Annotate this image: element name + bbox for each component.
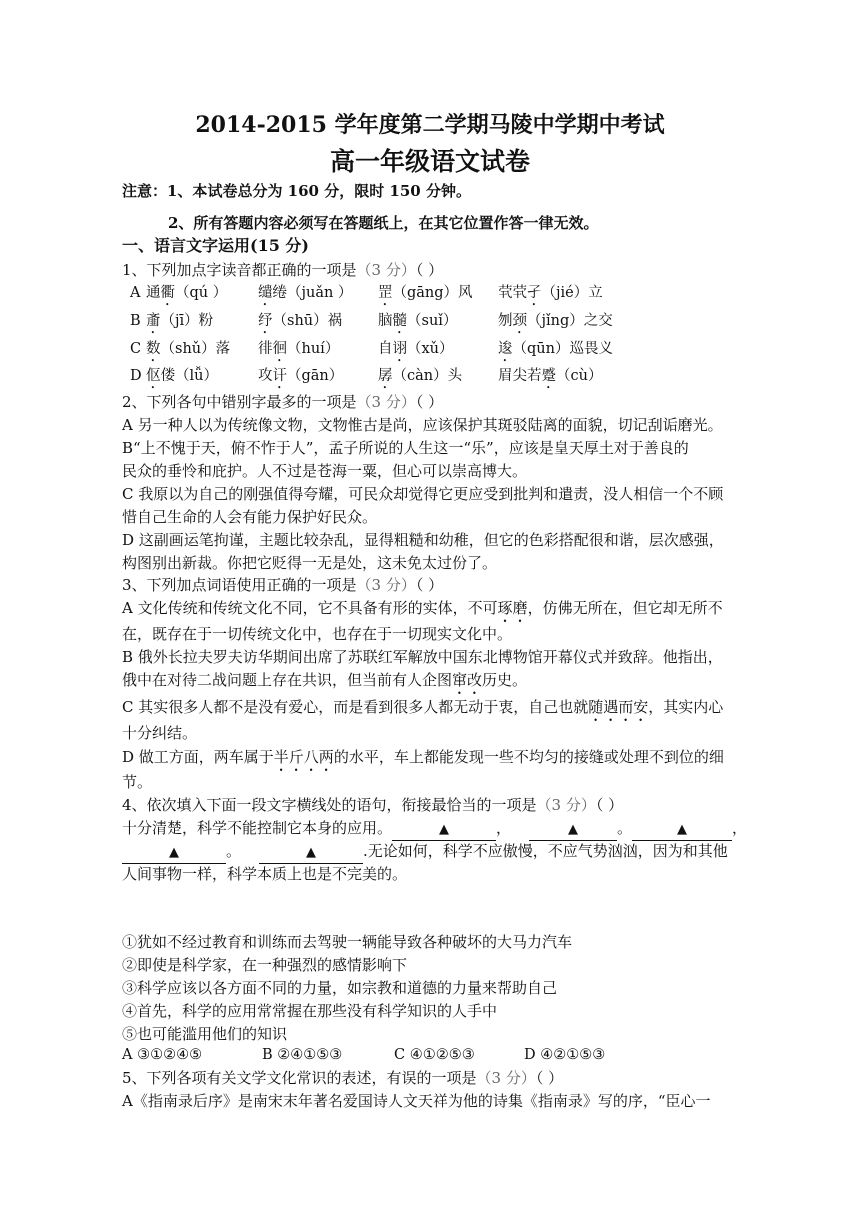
q2-score: （3 分） bbox=[356, 393, 416, 411]
text: ，仿佛无所在，但它却无所不 bbox=[527, 599, 723, 617]
text: （qú ） bbox=[175, 285, 228, 301]
dotted-char: 衢 bbox=[160, 285, 175, 301]
dotted-word: 随遇而安 bbox=[588, 698, 649, 716]
q3-option-b-line1: B 俄外长拉夫罗夫访华期间出席了苏联红军解放中国东北博物馆开幕仪式并致辞。他指出， bbox=[122, 648, 723, 666]
q3-stem bbox=[122, 575, 443, 595]
text: C 其实很多人都不是没有爱心，而是看到很多人都无动于衷，自己也就 bbox=[122, 698, 589, 716]
text: 自 bbox=[378, 341, 393, 357]
dotted-word: 琢磨 bbox=[497, 599, 528, 617]
q4-text-line1: 十分清楚，科学不能控制它本身的应用。 ▲ ， ▲ 。 ▲ ， bbox=[122, 818, 747, 841]
q2-line: 民众的垂怜和庇护。人不过是苍海一粟，但心可以崇高博大。 bbox=[122, 462, 528, 480]
text: （jī）粉 bbox=[160, 313, 214, 329]
text: ，其实内心 bbox=[648, 698, 724, 716]
q4-sentence: ④首先，科学的应用常常握在那些没有科学知识的人手中 bbox=[122, 1002, 498, 1020]
dotted-char: 齑 bbox=[146, 313, 161, 329]
dotted-char: 蹙 bbox=[541, 368, 556, 384]
q1-option-item bbox=[146, 311, 213, 337]
blank-marker: ▲ bbox=[677, 822, 688, 837]
q2-line: B“上不愧于天，俯不怍于人”，孟子所说的人生这一“乐”，应该是皇天厚土对于善良的 bbox=[122, 439, 689, 457]
text: （qūn）巡畏义 bbox=[512, 341, 613, 357]
q1-option-label: B bbox=[130, 313, 141, 329]
text: （gān） bbox=[287, 368, 344, 384]
text: （cù） bbox=[556, 368, 603, 384]
text: 偻（lǚ） bbox=[160, 368, 218, 384]
q3-option-c-line1 bbox=[122, 697, 723, 725]
q2-stem bbox=[122, 392, 443, 412]
q2-line: 构图别出新裁。你把它贬得一无是处，这未免太过份了。 bbox=[122, 554, 498, 572]
q4-sentence: ③科学应该以各方面不同的力量，如宗教和道德的力量来帮助自己 bbox=[122, 979, 558, 997]
exam-subtitle: 高一年级语文试卷 bbox=[329, 147, 530, 176]
text: 历史。 bbox=[482, 671, 528, 689]
q1-option-label: A bbox=[130, 285, 141, 301]
blank-marker: ▲ bbox=[169, 845, 179, 860]
q1-option-item bbox=[378, 366, 462, 392]
q2-line: 惜自己生命的人会有能力保护好民众。 bbox=[122, 508, 378, 526]
q4-stem-text: 4、依次填入下面一段文字横线处的语句，衔接最恰当的一项是 bbox=[122, 796, 537, 814]
q3-option-d-line2: 节。 bbox=[122, 773, 153, 791]
dotted-char: 缱 bbox=[258, 285, 273, 301]
dotted-char: 孱 bbox=[378, 368, 393, 384]
q3-option-d-line1 bbox=[122, 747, 724, 775]
text: （jǐng）之交 bbox=[527, 313, 613, 329]
note-2: 2、所有答题内容必须写在答题纸上，在其它位置作答一律无效。 bbox=[168, 214, 599, 232]
text: 徘 bbox=[258, 341, 273, 357]
dotted-char: 伛 bbox=[146, 368, 161, 384]
blank-marker: ▲ bbox=[439, 822, 450, 837]
q4-choice-b: B ②④①⑤③ bbox=[262, 1047, 343, 1063]
text: （càn）头 bbox=[392, 368, 463, 384]
q4-paren: （ ） bbox=[595, 796, 624, 814]
q5-stem-text: 5、下列各项有关文学文化常识的表述，有误的一项是 bbox=[122, 1069, 477, 1087]
text: 通 bbox=[146, 285, 161, 301]
note-1: 注意：1、本试卷总分为 160 分，限时 150 分钟。 bbox=[122, 182, 471, 200]
text: .无论如何，科学不应傲慢，不应气势汹汹，因为和其他 bbox=[363, 842, 728, 860]
q3-score: （3 分） bbox=[356, 576, 416, 594]
q2-line: A 另一种人以为传统像文物，文物惟古是尚，应该保护其斑驳陆离的面貌，切记刮诟磨光。 bbox=[122, 416, 723, 434]
answer-blank bbox=[632, 818, 732, 841]
text: 刎 bbox=[498, 313, 513, 329]
q1-option-item bbox=[498, 339, 613, 365]
q2-line: C 我原以为自己的刚强值得夸耀，可民众却觉得它更应受到批判和遣责，没人相信一个不顾 bbox=[122, 485, 724, 503]
q1-option-item bbox=[146, 366, 218, 392]
q1-paren: （ ） bbox=[415, 261, 444, 279]
q5-option-a-line1: A《指南录后序》是南宋末年著名爱国诗人文天祥为他的诗集《指南录》写的序，“臣心一 bbox=[122, 1092, 711, 1110]
q1-option-item bbox=[378, 339, 454, 365]
dotted-char: 罡 bbox=[378, 285, 393, 301]
dotted-char: 髓 bbox=[392, 313, 407, 329]
q2-stem-text: 2、下列各句中错别字最多的一项是 bbox=[122, 393, 357, 411]
blank-marker: ▲ bbox=[306, 845, 317, 860]
dotted-char: 讦 bbox=[272, 368, 287, 384]
q4-choice-a: A ③①②④⑤ bbox=[122, 1047, 203, 1063]
q1-option-item bbox=[378, 311, 457, 337]
q4-text-line2: ▲ 。 ▲ .无论如何，科学不应傲慢，不应气势汹汹，因为和其他 bbox=[122, 841, 728, 864]
q4-choice-c: C ④①②⑤③ bbox=[394, 1047, 475, 1063]
q4-sentence: ①犹如不经过教育和训练而去驾驶一辆能导致各种破坏的大马力汽车 bbox=[122, 933, 573, 951]
q1-option-item bbox=[146, 283, 227, 309]
text: （jié）立 bbox=[541, 285, 603, 301]
text: 的水平，车上都能发现一些不均匀的接缝或处理不到位的细 bbox=[333, 748, 724, 766]
answer-blank bbox=[259, 841, 363, 864]
text: （suǐ） bbox=[407, 313, 458, 329]
answer-blank bbox=[392, 818, 496, 841]
dotted-char: 逡 bbox=[498, 341, 513, 357]
q2-line: D 这副画运笔拘谨，主题比较杂乱，显得粗糙和幼稚，但它的色彩搭配很和谐，层次感强， bbox=[122, 531, 724, 549]
q1-option-item bbox=[258, 366, 343, 392]
q3-paren: （ ） bbox=[415, 576, 444, 594]
q4-text-line3: 人间事物一样，科学本质上也是不完美的。 bbox=[122, 865, 408, 883]
q1-option-label: C bbox=[130, 341, 142, 357]
q3-option-c-line2: 十分纠结。 bbox=[122, 724, 198, 742]
q5-stem bbox=[122, 1068, 563, 1088]
text: 攻 bbox=[258, 368, 273, 384]
q4-choice-d: D ④②①⑤③ bbox=[524, 1047, 606, 1063]
answer-blank bbox=[529, 818, 617, 841]
text: 十分清楚，科学不能控制它本身的应用。 bbox=[122, 819, 393, 837]
q1-option-item bbox=[258, 339, 339, 365]
dotted-char: 诩 bbox=[392, 341, 407, 357]
q1-option-item bbox=[498, 311, 613, 337]
q3-option-a-line2: 在，既存在于一切传统文化中，也存在于一切现实文化中。 bbox=[122, 625, 513, 643]
text: 眉尖若 bbox=[498, 368, 542, 384]
text: （shǔ）落 bbox=[160, 341, 231, 357]
text: D 做工方面，两车属于 bbox=[122, 748, 274, 766]
q1-stem bbox=[122, 260, 443, 280]
text: A 文化传统和传统文化不同，它不具备有形的实体，不可 bbox=[122, 599, 498, 617]
text: 俄中在对待二战问题上存在共识，但当前有人企图 bbox=[122, 671, 453, 689]
q1-option-item bbox=[378, 283, 473, 309]
q3-stem-text: 3、下列加点词语使用正确的一项是 bbox=[122, 576, 357, 594]
dotted-char: 孑 bbox=[527, 285, 542, 301]
text: 脑 bbox=[378, 313, 393, 329]
answer-blank bbox=[122, 841, 226, 864]
section-1-heading: 一、语言文字运用(15 分) bbox=[122, 236, 309, 255]
exam-title: 2014-2015 学年度第二学期马陵中学期中考试 bbox=[195, 112, 665, 138]
text: （xǔ） bbox=[407, 341, 454, 357]
q1-option-label: D bbox=[130, 368, 142, 384]
q4-sentence: ②即使是科学家，在一种强烈的感情影响下 bbox=[122, 956, 408, 974]
q1-option-item bbox=[258, 311, 342, 337]
q4-sentence: ⑤也可能滥用他们的知识 bbox=[122, 1025, 288, 1043]
q3-option-a-line1 bbox=[122, 598, 723, 626]
dotted-word: 窜改 bbox=[452, 671, 483, 689]
text: （shū）祸 bbox=[272, 313, 343, 329]
q5-paren: （ ） bbox=[535, 1069, 564, 1087]
q4-score: （3 分） bbox=[536, 796, 596, 814]
dotted-char: 徊 bbox=[272, 341, 287, 357]
q4-stem bbox=[122, 795, 623, 815]
q1-score: （3 分） bbox=[356, 261, 416, 279]
q2-paren: （ ） bbox=[415, 393, 444, 411]
q1-option-item bbox=[498, 366, 602, 392]
text: 绻（juǎn ） bbox=[272, 285, 353, 301]
text: 茕茕 bbox=[498, 285, 527, 301]
dotted-word: 半斤八两 bbox=[273, 748, 334, 766]
dotted-char: 数 bbox=[146, 341, 161, 357]
q1-stem-text: 1、下列加点字读音都正确的一项是 bbox=[122, 261, 357, 279]
dotted-char: 颈 bbox=[512, 313, 527, 329]
blank-marker: ▲ bbox=[568, 822, 579, 837]
text: （gāng）风 bbox=[392, 285, 473, 301]
q1-option-item bbox=[498, 283, 603, 309]
q5-score: （3 分） bbox=[476, 1069, 536, 1087]
text: （huí） bbox=[287, 341, 340, 357]
q3-option-b-line2 bbox=[122, 670, 527, 698]
q1-option-item bbox=[146, 339, 230, 365]
dotted-char: 纾 bbox=[258, 313, 273, 329]
q1-option-item bbox=[258, 283, 352, 309]
